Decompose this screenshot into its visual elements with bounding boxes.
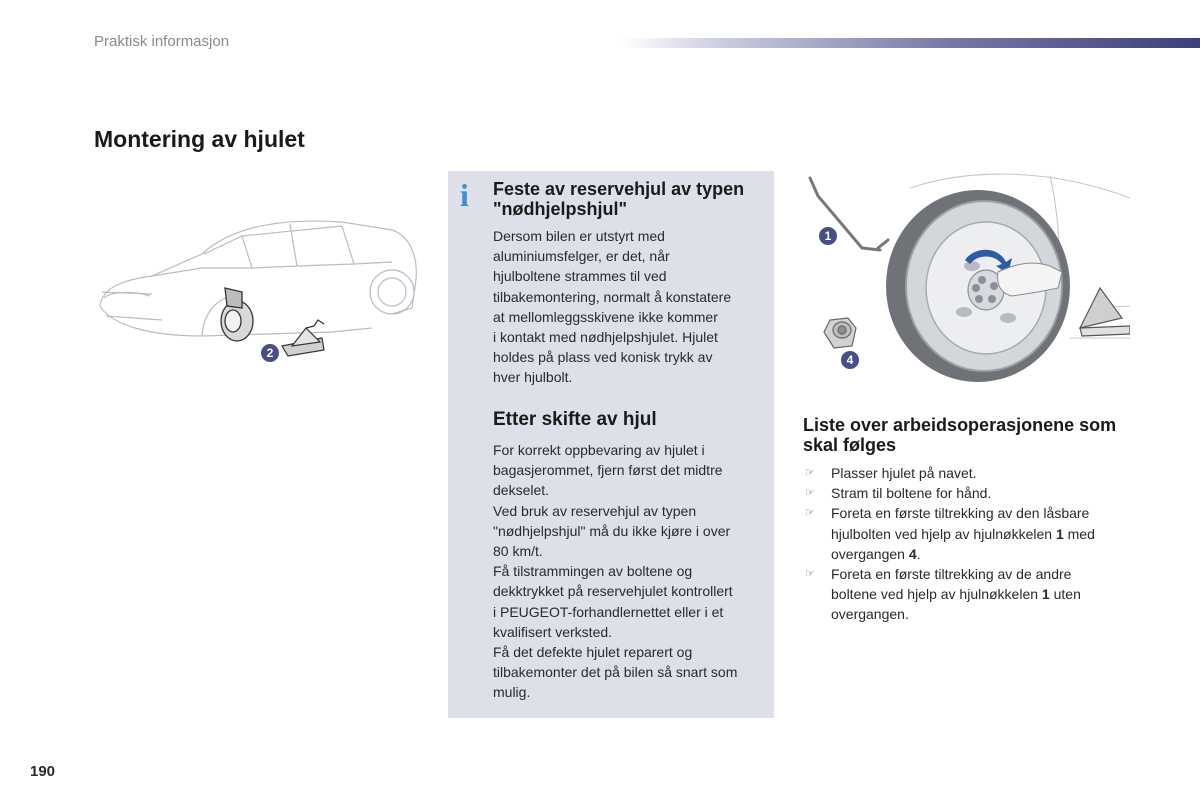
callout-1-label: 1 bbox=[824, 229, 832, 243]
bolt-adapter-icon bbox=[824, 318, 856, 348]
info-paragraph-spare-wheel: Dersom bilen er utstyrt med aluminiumsfelger, er det, når hjulboltene strammes til ved tilbakemontering, normalt å konstatere at mellomleggsskivene ikke kommer i kontakt med nødhjelpshjulet. Hjulet holdes på plass ved konisk trykk av hver hjulbolt. bbox=[493, 228, 732, 386]
pointing-hand-icon: ☞ bbox=[805, 507, 815, 520]
info-heading-spare-wheel: Feste av reservehjul av typen "nødhjelpshjul" bbox=[493, 179, 745, 219]
list-item: ☞ Foreta en første tiltrekking av de andre boltene ved hjelp av hjulnøkkelen 1 uten overgangen. bbox=[805, 566, 1081, 623]
info-paragraph-after-change: For korrekt oppbevaring av hjulet i bagasjerommet, fjern først det midtre dekselet. Ved bruk av reservehjul av typen "nødhjelpshjul" må du ikke kjøre i over 80 km/t. Få tilstrammingen av boltene og dekktrykket på reservehjulet kontrollert i PEUGEOT-forhandlernettet eller i et kvalifisert verksted. Få det defekte hjulet reparert og tilbakemonter det på bilen så snart som mulig. bbox=[493, 442, 738, 701]
jack bbox=[282, 320, 324, 356]
page-title: Montering av hjulet bbox=[94, 126, 305, 152]
callout-4-icon bbox=[840, 350, 860, 370]
list-item: ☞ Foreta en første tiltrekking av den låsbare hjulbolten ved hjelp av hjulnøkkelen 1 med overgangen 4. bbox=[805, 505, 1095, 562]
page-number: 190 bbox=[30, 763, 56, 780]
header-gradient-bar bbox=[622, 38, 1200, 48]
wheel-mounting-illustration bbox=[800, 168, 1130, 390]
info-heading-after-change: Etter skifte av hjul bbox=[493, 409, 657, 430]
callout-2-label: 2 bbox=[266, 346, 274, 360]
steps-list bbox=[803, 463, 1133, 625]
info-icon: i bbox=[460, 177, 469, 213]
callout-1-icon bbox=[818, 226, 838, 246]
steps-heading: Liste over arbeidsoperasjonene som skal følges bbox=[803, 415, 1117, 455]
list-item: ☞ Plasser hjulet på navet. bbox=[803, 463, 1133, 483]
pointing-hand-icon: ☞ bbox=[805, 467, 815, 479]
jack-icon bbox=[1080, 288, 1130, 336]
brake-disc bbox=[221, 288, 253, 341]
section-header: Praktisk informasjon bbox=[94, 33, 230, 50]
pointing-hand-icon: ☞ bbox=[805, 568, 815, 581]
callout-2-icon bbox=[260, 343, 280, 363]
info-box bbox=[448, 171, 774, 718]
car-jack-illustration bbox=[92, 196, 422, 376]
callout-4-label: 4 bbox=[846, 353, 854, 367]
pointing-hand-icon: ☞ bbox=[805, 487, 815, 500]
list-item: ☞ Stram til boltene for hånd. bbox=[803, 483, 1133, 503]
